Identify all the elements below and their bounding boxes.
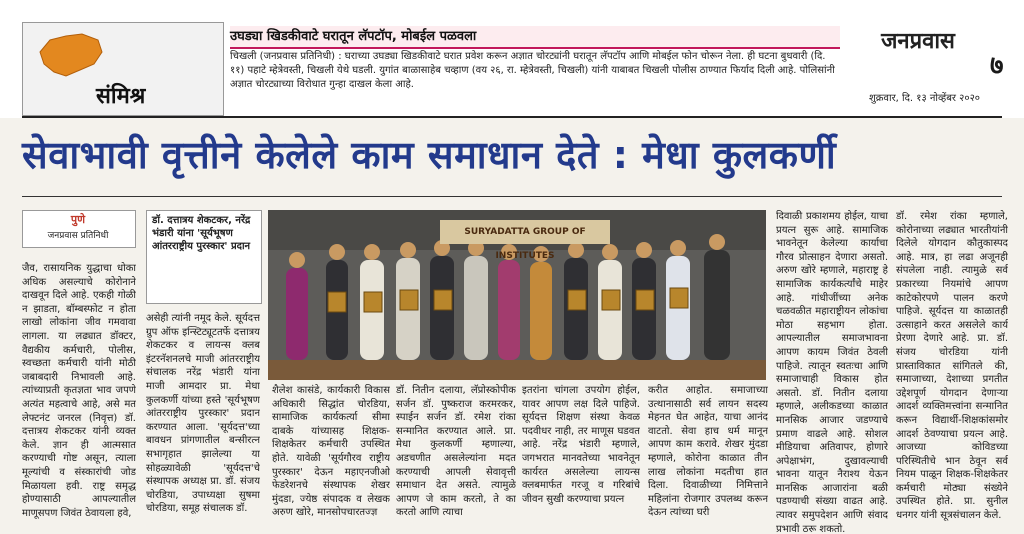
article-column-3: शैलेश कासंडे, कार्यकारी विकास अधिकारी सिद्धांत चोरडिया, सामाजिक कार्यकर्त्या सीमा दाबके यांच्यासह शिक्षक-शिक्षकेतर कर्मचारी उपस्थित होते. यावेळी 'सूर्यगौरव राष्ट्रीय पुरस्कार' देऊन महाएनजीओ फेडरेशनचे संस्थापक शेखर मुंदडा, ज्येष्ठ संपादक व लेखक अरुण खोरे, मानसोपचारतज्ज्ञ	[272, 385, 390, 519]
article-column-7: दिवाळी प्रकाशमय होईल, याचा प्रयत्न सुरू आहे. सामाजिक भावनेतून केलेल्या कार्याचा गौरव प्रोत्साहन देणारा असतो. अरुण खोरे म्हणाले, महाराष्ट्र हे सामाजिक कार्यकर्त्यांचे माहेर आहे. गांधीजींच्या अनेक चळवळीत महाराष्ट्रीयन लोकांचा मोठा सहभाग होता. आपल्यातील समाजभावना आपण कायम जिवंत ठेवली पाहिजे. त्यातून स्वतःचा आणि समाजाचाही विकास होत असतो. डॉ. नितीन दलाया म्हणाले, अलीकडच्या काळात मानसिक आजार जडण्याचे प्रमाण वाढले आहे. सोशल मीडियाचा अतिवापर, होणारे अपेक्षाभंग, दुखावल्याची भावना यातून नैराश्य येऊन मानसिक आजारांना बळी पडण्याची संख्या वाढत आहे. त्यावर समुपदेशन आणि संवाद प्रभावी ठरू शकतो.	[776, 211, 888, 534]
article-column-1: जैव, रासायनिक युद्धाचा धोका अधिक असल्याचे कोरोनाने दाखवून दिले आहे. एकही गोळी न झाडता, बॉम्बस्फोट न होता लाखो लोकांना जीव गमवावा लागला. या लढ्यात डॉक्टर, वैद्यकीय कर्मचारी, पोलीस, स्वच्छता कर्मचारी यांनी मोठी जबाबदारी निभावली आहे. त्यांच्याप्रती कृतज्ञता भाव जपणे अत्यंत महत्वाचे आहे, असे मत लेफ्टनंट जनरल (निवृत्त) डॉ. दत्तात्रय शेकटकर यांनी व्यक्त केले. ज्ञान ही आत्मसात करण्याची गोष्ट असून, त्याला मूल्यांची व संस्कारांची जोड मिळायला हवी. राष्ट्र समृद्ध होण्यासाठी आपल्यातील माणूसपण जिवंत ठेवायला हवे,	[22, 263, 136, 519]
maharashtra-map-icon	[36, 30, 106, 80]
photo-caption: डॉ. दत्तात्रय शेकटकर, नरेंद्र भंडारी यांना 'सूर्यभूषण आंतरराष्ट्रीय पुरस्कार' प्रदान	[152, 215, 251, 252]
byline-credit: जनप्रवास प्रतिनिधी	[47, 231, 109, 241]
divider	[22, 196, 1002, 197]
section-name: संमिश्र	[96, 83, 146, 109]
photo-banner: SURYADATTA GROUP OF INSTITUTES	[440, 220, 610, 244]
issue-date: शुक्रवार, दि. १३ नोव्हेंबर २०२०	[868, 93, 980, 104]
page-number: ७	[990, 51, 1004, 81]
byline-city: पुणे	[70, 213, 86, 226]
article-column-6: करीत आहोत. समाजाच्या उत्थानासाठी सर्व लायन सदस्य मेहनत घेत आहेत, याचा आनंद वाटतो. सेवा हाच धर्म मानून आपण काम करावे. शेखर मुंदडा म्हणाले, कोरोना काळात तीन लाख लोकांना मदतीचा हात दिला. दिवाळीच्या निमित्ताने महिलांना रोजगार उपलब्ध करून देऊन त्यांच्या घरी	[648, 385, 768, 519]
article-column-8: डॉ. रमेश रांका म्हणाले, कोरोनाच्या लढ्यात भारतीयांनी दिलेले योगदान कौतुकास्पद आहे. मात्र, हा लढा अजूनही संपलेला नाही. त्यामुळे सर्व प्रकारच्या नियमांचे आपण काटेकोरपणे पालन करणे पाहिजे. सूर्यदत्त या काळातही उत्साहाने करत असलेले कार्य प्रेरणा देणारे आहे. प्रा. डॉ. संजय चोरडिया यांनी प्रास्ताविकात सांगितले की, समाजाच्या, देशाच्या प्रगतीत उद्देशपूर्ण योगदान देणाऱ्या आदर्श व्यक्तिमत्त्वांना सन्मानित करून विद्यार्थी-शिक्षकांसमोर आदर्श ठेवण्याचा प्रयत्न आहे. आजच्या कोविडच्या परिस्थितीचे भान ठेवून सर्व नियम पाळून शिक्षक-शिक्षकेतर कर्मचारी मोठ्या संख्येने उपस्थित होते. प्रा. सुनील धनगर यांनी सूत्रसंचालन केले.	[896, 211, 1008, 522]
article-headline: सेवाभावी वृत्तीने केलेले काम समाधान देते : मेधा कुलकर्णी	[22, 133, 837, 177]
article-column-2: असेही त्यांनी नमूद केले. सूर्यदत्त ग्रुप ऑफ इन्स्टिट्यूटतर्फे दत्तात्रय शेकटकर व लायन्स क्लब इंटरनॅशनलचे माजी आंतरराष्ट्रीय संचालक नरेंद्र भंडारी यांना माजी आमदार प्रा. मेधा कुलकर्णी यांच्या हस्ते 'सूर्यभूषण आंतरराष्ट्रीय पुरस्कार' प्रदान करण्यात आला. 'सूर्यदत्त'च्या बावधन प्रांगणातील बन्सीरत्न सभागृहात झालेल्या या सोहळ्यावेळी 'सूर्यदत्त'चे संस्थापक अध्यक्ष प्रा. डॉ. संजय चोरडिया, उपाध्यक्षा सुषमा चोरडिया, समूह संचालक डॉ.	[146, 313, 260, 515]
divider	[22, 116, 1002, 118]
article-column-4: डॉ. नितीन दलाया, लॅप्रोस्कोपीक सर्जन डॉ. पुष्कराज करमरकर, स्पाईन सर्जन डॉ. रमेश रांका सन्मानित करण्यात आले. प्रा. मेधा कुलकर्णी म्हणाल्या, अडचणीत असलेल्यांना मदत करण्याची आपली सेवावृत्ती समाधान देत असते. त्यामुळे आपण जे काम करतो, ते का करतो आणि त्याचा	[396, 385, 516, 519]
article-column-5: इतरांना चांगला उपयोग होईल, यावर आपण लक्ष दिले पाहिजे. सूर्यदत्त शिक्षण संस्था केवळ पदवीधर नाही, तर माणूस घडवत आहे. नरेंद्र भंडारी म्हणाले, जगभरात मानवतेच्या भावनेतून कार्यरत असलेल्या लायन्स क्लबमार्फत गरजू व गरिबांचे जीवन सुखी करण्याचा प्रयत्न	[522, 385, 640, 505]
teaser-body: चिखली (जनप्रवास प्रतिनिधी) : घराच्या उघड्या खिडकीवाटे घरात प्रवेश करून अज्ञात चोरट्यांनी घरातून लॅपटॉप आणि मोबईल फोन चोरून नेला. ही घटना बुधवारी (दि. ११) पहाटे म्हेत्रेवस्ती, चिखली येथे घडली. युगांत बाळासाहेब चव्हाण (वय २६, रा. म्हेत्रेवस्ती, चिखली) यांनी याबाबत चिखली पोलीस ठाण्यात फिर्याद दिली आहे. पोलिसांनी अज्ञात चोरट्याच्या विरोधात गुन्हा दाखल केला आहे.	[230, 51, 835, 90]
newspaper-masthead: जनप्रवास	[858, 26, 978, 58]
teaser-headline: उघड्या खिडकीवाटे घरातून लॅपटॉप, मोबईल पळवला	[230, 26, 840, 49]
